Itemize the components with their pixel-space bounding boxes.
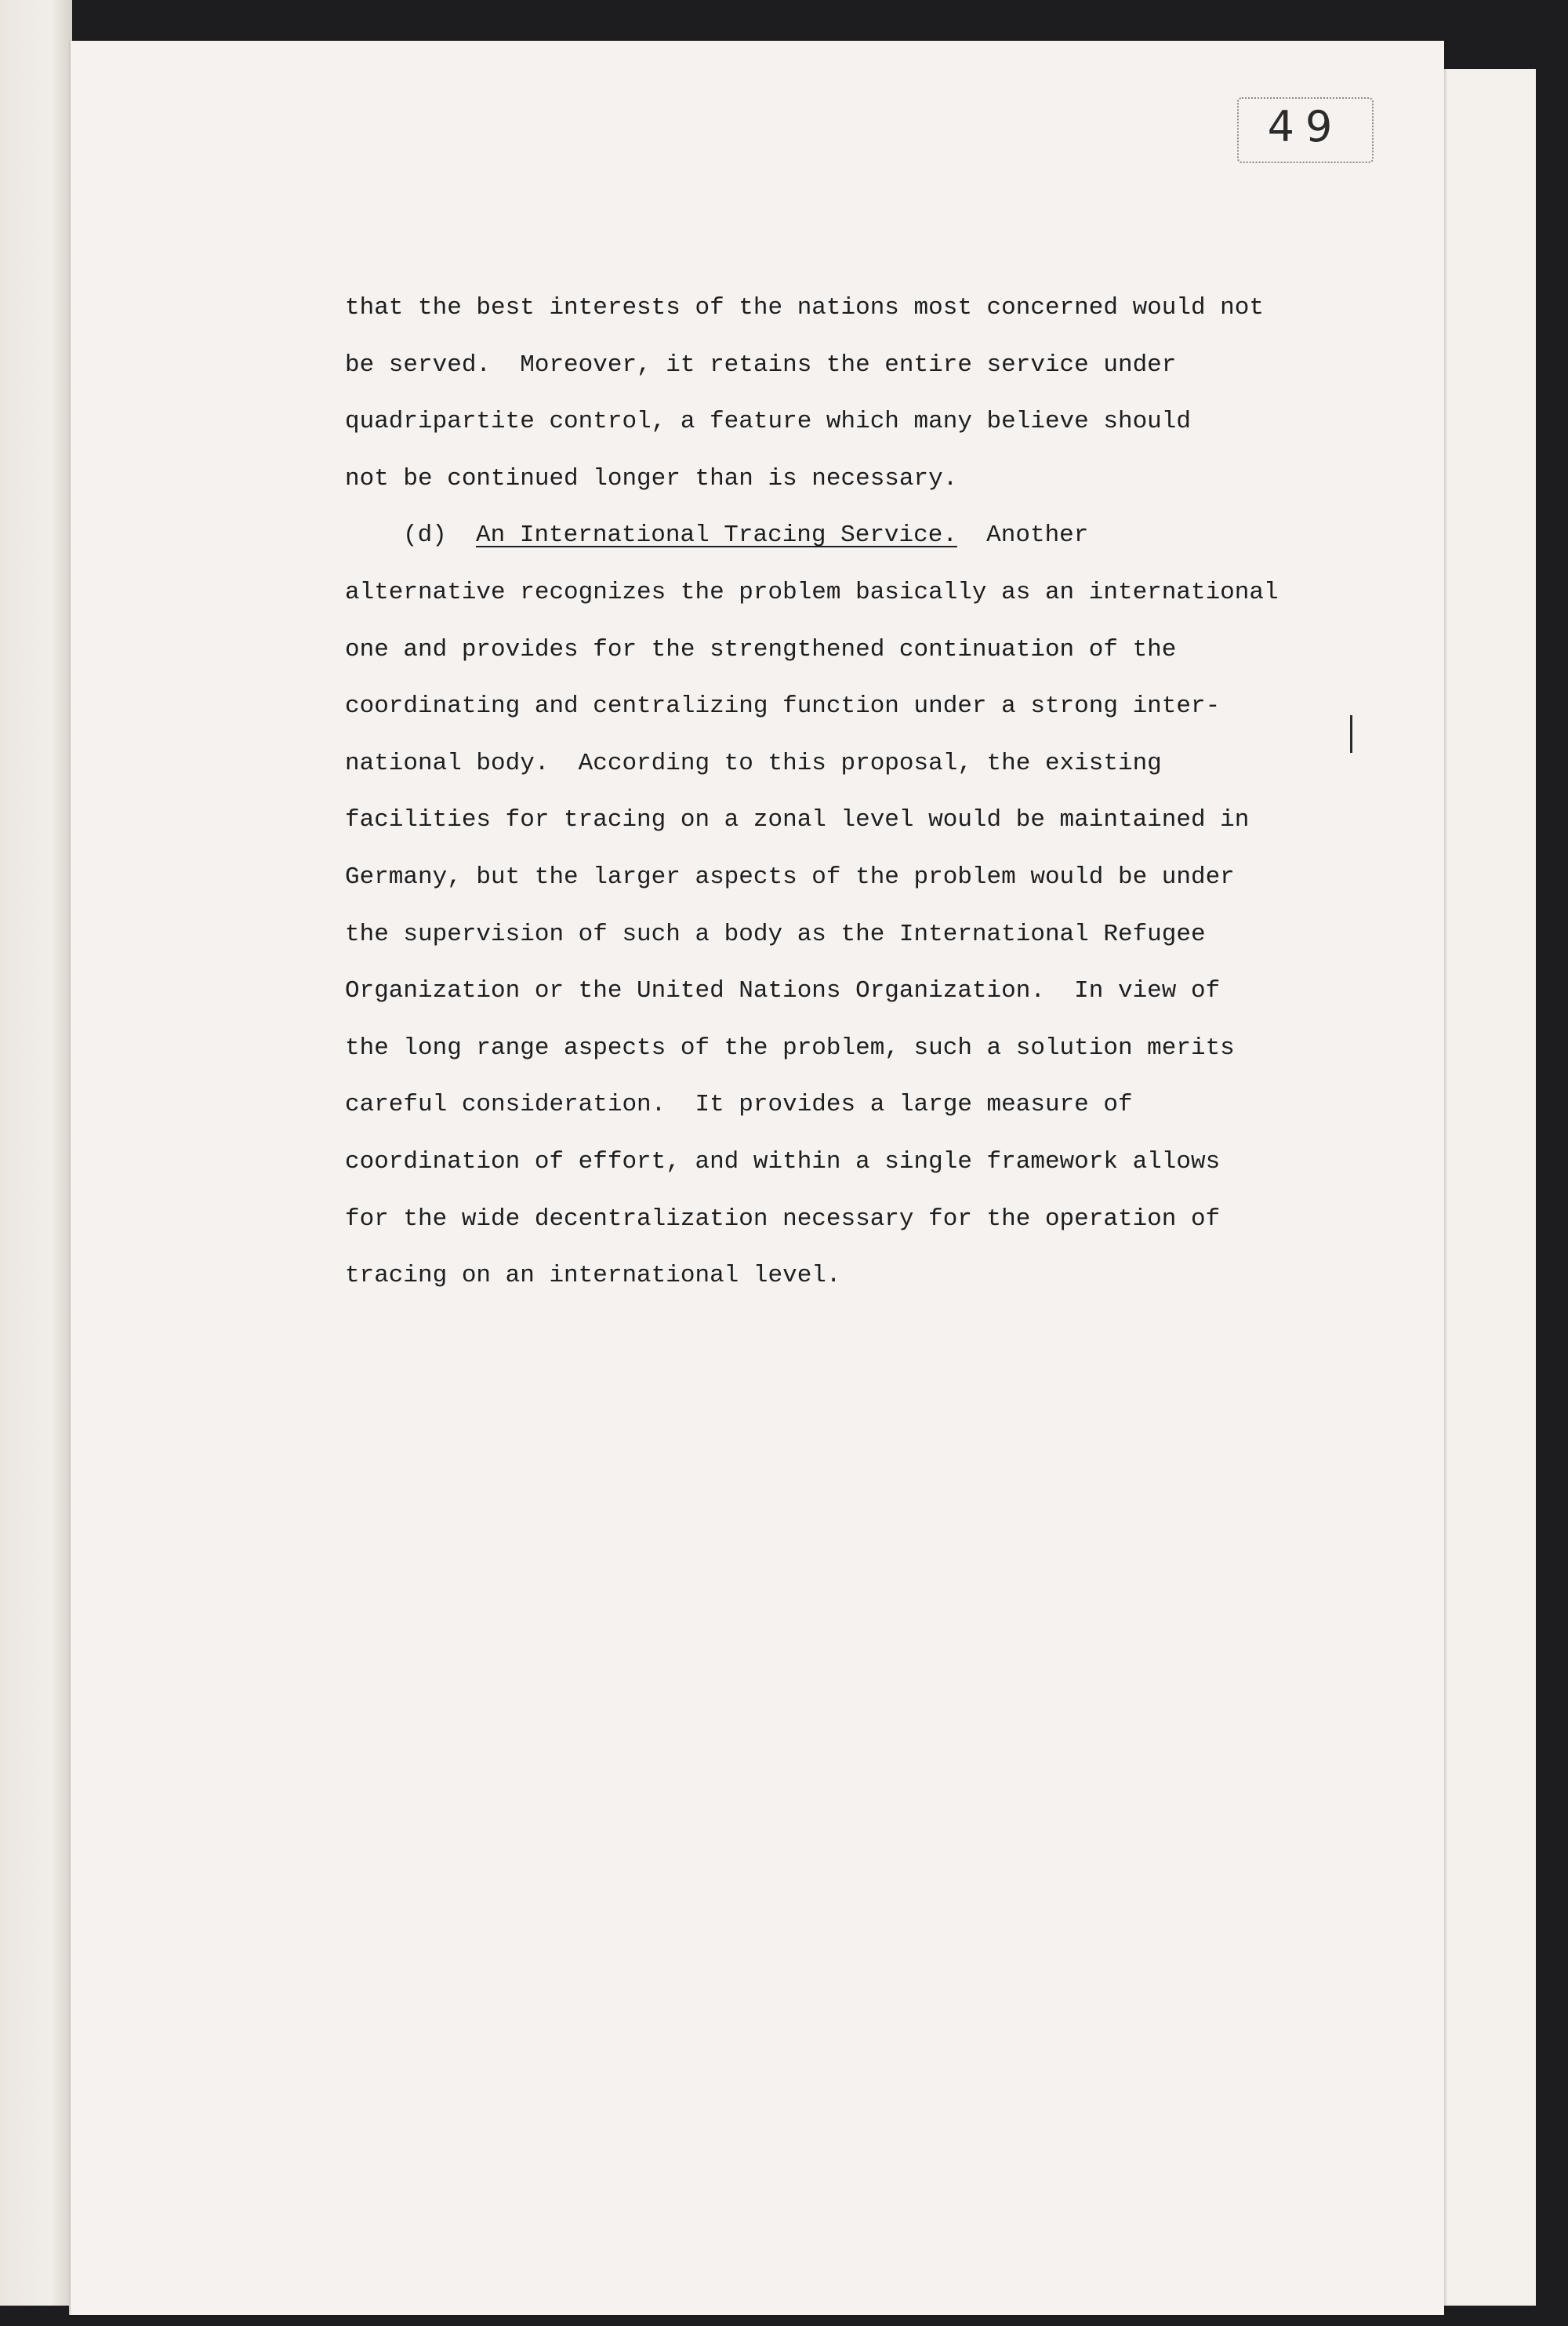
text-line: not be continued longer than is necessary. xyxy=(345,464,958,492)
text-line: Germany, but the larger aspects of the problem would be under xyxy=(345,863,1235,891)
margin-mark xyxy=(1350,715,1352,753)
section-marker: (d) xyxy=(403,522,447,550)
back-sheet-edge xyxy=(1439,69,1536,2306)
text-line: facilities for tracing on a zonal level would be maintained in xyxy=(345,806,1250,834)
body-text xyxy=(345,280,1348,1305)
text-line: for the wide decentralization necessary for the operation of xyxy=(345,1205,1221,1233)
text-line: that the best interests of the nations most concerned would not xyxy=(345,294,1264,322)
section-d-first-line xyxy=(345,507,1348,565)
facing-page-edge xyxy=(0,0,72,2306)
section-heading: An International Tracing Service. xyxy=(476,522,957,550)
document-page xyxy=(69,41,1444,2315)
text-line: the supervision of such a body as the International Refugee xyxy=(345,920,1206,948)
text-line: careful consideration. It provides a large measure of xyxy=(345,1091,1133,1119)
text-line: coordinating and centralizing function under a strong inter- xyxy=(345,692,1221,721)
text-line: be served. Moreover, it retains the entire service under xyxy=(345,351,1177,379)
page-number: 49 xyxy=(1267,102,1344,151)
text-line: Organization or the United Nations Organization. In view of xyxy=(345,977,1221,1005)
text-line: alternative recognizes the problem basically as an international xyxy=(345,578,1279,606)
text-line: tracing on an international level. xyxy=(345,1262,841,1290)
section-first-line-rest: Another xyxy=(986,522,1089,550)
text-line: one and provides for the strengthened continuation of the xyxy=(345,635,1177,663)
text-line: quadripartite control, a feature which many believe should xyxy=(345,408,1191,436)
text-line: the long range aspects of the problem, such a solution merits xyxy=(345,1034,1235,1062)
page-number-stamp xyxy=(1237,97,1374,163)
text-line: national body. According to this proposal, the existing xyxy=(345,749,1162,777)
text-line: coordination of effort, and within a single framework allows xyxy=(345,1147,1221,1176)
